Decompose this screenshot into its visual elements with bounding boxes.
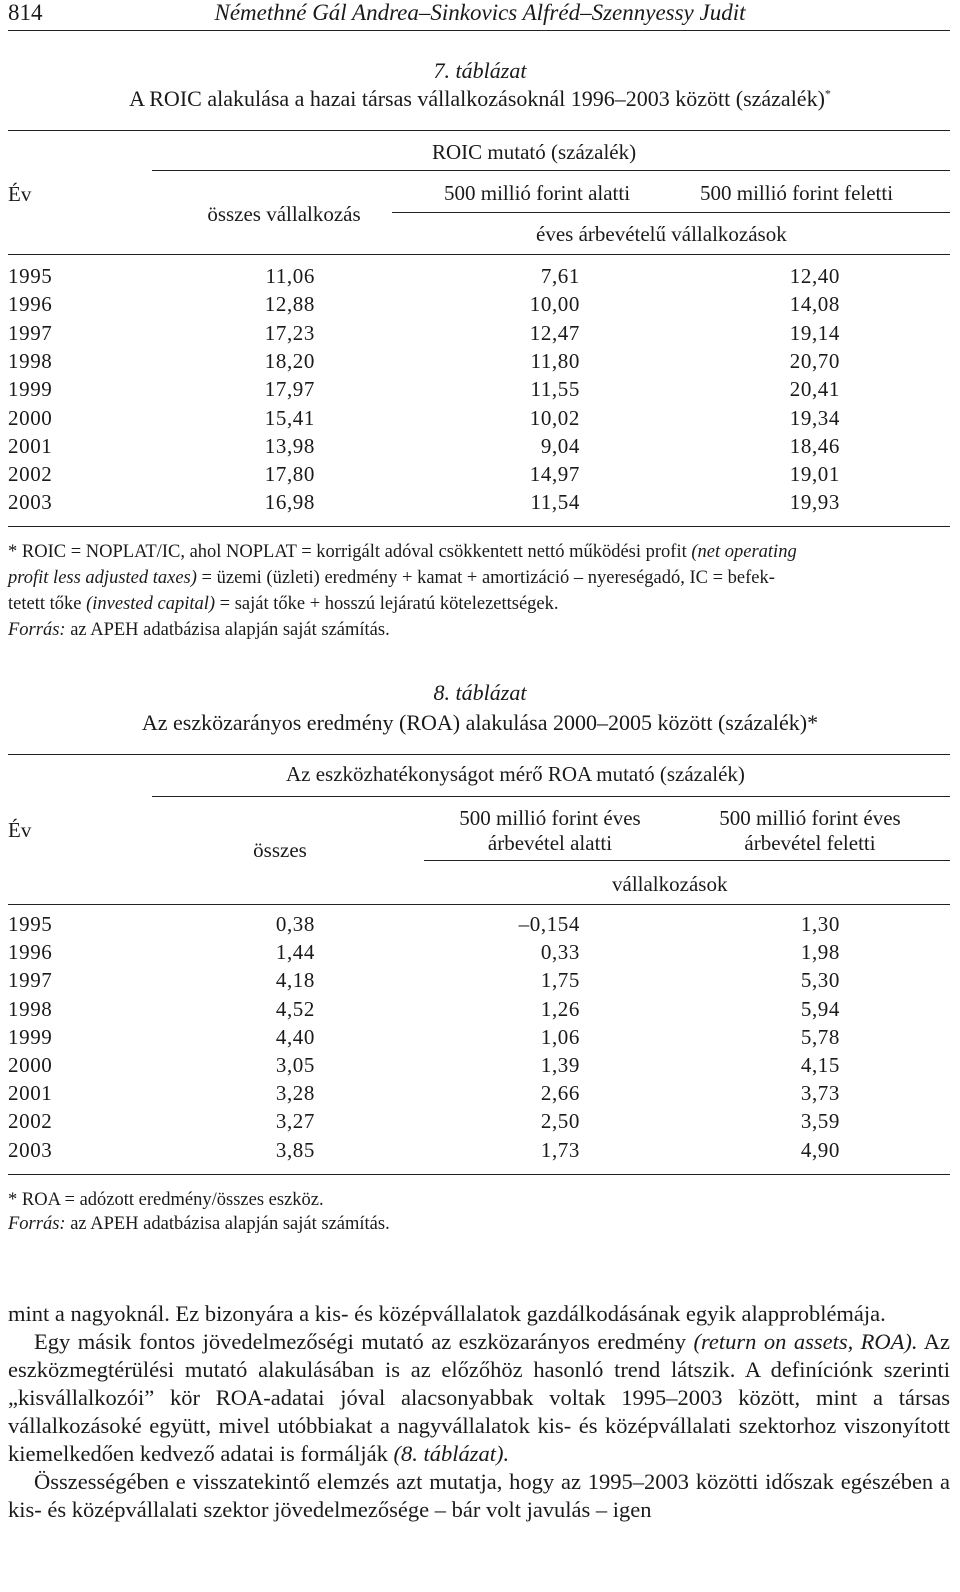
cell-year: 1998 <box>8 348 53 373</box>
cell-all: 1,44 <box>275 940 315 965</box>
cell-over: 5,30 <box>800 968 840 993</box>
table-8-col-year: Év <box>8 818 32 842</box>
p2-c: Az eszközmegtérülési mutató alakulásában is az előzőhöz hasonló trend látszik. A definíciónk szerinti „kisvállalkozói” kör ROA-adatai jóval alacsonyabbak voltak 1995–2003 között, mint a társas vállalkozásoké együtt, mivel utóbbiakat a nagyvállalatok kis- és középvállalati szektorhoz viszonyított kiemelkedően kedvező adatai is formálják <box>8 1329 950 1466</box>
header-rule <box>8 30 950 31</box>
cell-year: 1999 <box>8 377 53 402</box>
cell-under: 9,04 <box>540 433 580 458</box>
paragraph-3: Összességében e visszatekintő elemzés azt mutatja, hogy az 1995–2003 közötti időszak egészében a kis- és középvállalati szektor jövedelmezősége – bár volt javulás – igen <box>8 1469 950 1522</box>
cell-all: 17,23 <box>264 320 315 345</box>
cell-over: 1,98 <box>800 940 840 965</box>
cell-all: 3,85 <box>275 1137 315 1162</box>
cell-year: 1999 <box>8 1024 53 1049</box>
cell-under: 10,02 <box>529 405 580 430</box>
p2-b: (return on assets, ROA). <box>693 1329 918 1354</box>
table-7-title <box>0 86 960 112</box>
table-7-header-rule <box>8 254 950 255</box>
cell-over: 20,70 <box>789 348 840 373</box>
cell-under: 12,47 <box>529 320 580 345</box>
cell-all: 3,27 <box>275 1109 315 1134</box>
table-8-label: 8. táblázat <box>433 680 527 705</box>
table-row <box>0 1025 960 1053</box>
table-row <box>0 406 960 434</box>
fn7-l3a: tetett tőke <box>8 594 87 614</box>
table-7-group-rule <box>152 170 950 171</box>
cell-over: 19,01 <box>789 462 840 487</box>
cell-over: 20,41 <box>789 377 840 402</box>
body-text <box>8 1300 950 1524</box>
cell-over: 1,30 <box>800 912 840 936</box>
cell-under: –0,154 <box>518 912 580 936</box>
cell-over: 19,34 <box>789 405 840 430</box>
fn7-l3c: = saját tőke + hosszú lejáratú kötelezettségek. <box>215 594 559 614</box>
table-8-col-under-1: 500 millió forint éves <box>459 806 641 830</box>
table-7-group-header: ROIC mutató (százalék) <box>432 140 637 164</box>
fn8-source-text: az APEH adatbázisa alapján saját számítás. <box>65 1214 390 1234</box>
table-7-col-year: Év <box>8 182 32 206</box>
cell-under: 10,00 <box>529 292 580 317</box>
cell-over: 19,93 <box>789 490 840 515</box>
table-row <box>0 912 960 940</box>
table-row <box>0 968 960 996</box>
table-7-sub-rule <box>392 212 950 213</box>
cell-over: 3,73 <box>800 1081 840 1106</box>
table-7-col-all: összes vállalkozás <box>207 202 361 226</box>
table-8-top-rule <box>8 754 950 755</box>
cell-under: 11,55 <box>530 377 580 402</box>
table-row <box>0 1138 960 1166</box>
table-row <box>0 997 960 1025</box>
fn7-l1b: (net operating <box>691 542 797 562</box>
table-8-group-rule <box>152 796 950 797</box>
cell-over: 3,59 <box>800 1109 840 1134</box>
cell-under: 2,66 <box>540 1081 580 1106</box>
cell-all: 3,28 <box>275 1081 315 1106</box>
table-8-col-under-2: árbevétel alatti <box>487 831 613 855</box>
cell-year: 2000 <box>8 1053 53 1077</box>
running-title: Némethné Gál Andrea–Sinkovics Alfréd–Szennyessy Judit <box>214 0 746 25</box>
table-7-footnote-line-3 <box>8 594 559 615</box>
cell-year: 2001 <box>8 433 53 458</box>
table-8-sub-rule <box>424 860 950 861</box>
cell-under: 11,80 <box>530 348 580 373</box>
table-8-col-all: összes <box>253 838 307 862</box>
fn7-source-label: Forrás: <box>8 620 66 640</box>
cell-under: 14,97 <box>529 462 580 487</box>
cell-under: 1,75 <box>540 968 580 993</box>
cell-all: 4,18 <box>275 968 315 993</box>
cell-over: 14,08 <box>789 292 840 317</box>
p2-d: (8. táblázat). <box>393 1441 510 1466</box>
cell-all: 12,88 <box>264 292 315 317</box>
table-row <box>0 1081 960 1109</box>
fn8-source-label: Forrás: <box>8 1214 66 1234</box>
table-8-bottom-rule <box>8 1174 950 1175</box>
table-7-title-text: A ROIC alakulása a hazai társas vállalkozásoknál 1996–2003 között (százalék) <box>129 86 825 111</box>
table-row <box>0 1053 960 1081</box>
cell-over: 5,94 <box>800 996 840 1021</box>
cell-under: 1,39 <box>540 1053 580 1077</box>
table-8-col-over-2: árbevétel feletti <box>744 831 876 855</box>
page-number: 814 <box>8 0 43 25</box>
table-row <box>0 1109 960 1137</box>
cell-all: 0,38 <box>275 912 315 936</box>
cell-all: 17,80 <box>264 462 315 487</box>
table-7-title-mark: * <box>824 86 831 101</box>
cell-over: 4,90 <box>800 1137 840 1162</box>
table-8-subgroup: vállalkozások <box>612 872 728 896</box>
cell-all: 3,05 <box>275 1053 315 1077</box>
cell-under: 11,54 <box>530 490 580 515</box>
table-row <box>0 462 960 490</box>
cell-over: 12,40 <box>789 264 840 288</box>
cell-all: 17,97 <box>264 377 315 402</box>
cell-year: 1998 <box>8 996 53 1021</box>
cell-year: 1997 <box>8 968 53 993</box>
cell-over: 19,14 <box>789 320 840 345</box>
cell-all: 15,41 <box>264 405 315 430</box>
table-8-col-over-1: 500 millió forint éves <box>719 806 901 830</box>
cell-all: 16,98 <box>264 490 315 515</box>
cell-year: 2002 <box>8 462 53 487</box>
cell-year: 1995 <box>8 912 53 936</box>
cell-year: 1997 <box>8 320 53 345</box>
cell-all: 18,20 <box>264 348 315 373</box>
table-7-top-rule <box>8 130 950 131</box>
cell-under: 7,61 <box>540 264 580 288</box>
fn7-l2a: profit less adjusted taxes) <box>8 568 197 588</box>
table-8-group-header: Az eszközhatékonyságot mérő ROA mutató (százalék) <box>286 762 745 786</box>
table-row <box>0 292 960 320</box>
table-7-bottom-rule <box>8 526 950 527</box>
cell-all: 11,06 <box>265 264 315 288</box>
table-7-subgroup: éves árbevételű vállalkozások <box>536 222 787 246</box>
cell-year: 1996 <box>8 940 53 965</box>
table-7-col-over: 500 millió forint feletti <box>700 181 894 205</box>
table-8-header-rule <box>8 904 950 905</box>
table-row <box>0 434 960 462</box>
table-row <box>0 349 960 377</box>
cell-year: 1995 <box>8 264 53 288</box>
cell-all: 4,40 <box>275 1024 315 1049</box>
p2-a: Egy másik fontos jövedelmezőségi mutató az eszközarányos eredmény <box>34 1329 694 1354</box>
cell-year: 2001 <box>8 1081 53 1106</box>
cell-over: 18,46 <box>789 433 840 458</box>
table-8-footnote: * ROA = adózott eredmény/összes eszköz. <box>8 1190 324 1210</box>
fn7-l2b: = üzemi (üzleti) eredmény + kamat + amortizáció – nyereségadó, IC = befek- <box>196 568 775 588</box>
cell-year: 2000 <box>8 405 53 430</box>
fn7-l1a: * ROIC = NOPLAT/IC, ahol NOPLAT = korrigált adóval csökkentett nettó működési profit <box>8 542 692 562</box>
table-row <box>0 264 960 292</box>
fn7-l3b: (invested capital) <box>86 594 216 614</box>
cell-under: 1,06 <box>540 1024 580 1049</box>
table-7-source <box>8 620 390 641</box>
cell-year: 2003 <box>8 490 53 515</box>
cell-year: 1996 <box>8 292 53 317</box>
table-row <box>0 940 960 968</box>
table-row <box>0 377 960 405</box>
cell-over: 4,15 <box>800 1053 840 1077</box>
cell-year: 2002 <box>8 1109 53 1134</box>
cell-under: 2,50 <box>540 1109 580 1134</box>
table-8-source <box>8 1214 390 1235</box>
table-row <box>0 490 960 518</box>
cell-under: 0,33 <box>540 940 580 965</box>
cell-under: 1,26 <box>540 996 580 1021</box>
fn7-source-text: az APEH adatbázisa alapján saját számítás. <box>65 620 390 640</box>
table-7-footnote-line-1 <box>8 542 797 563</box>
paragraph-1: mint a nagyoknál. Ez bizonyára a kis- és középvállalatok gazdálkodásának egyik alapproblémája. <box>8 1301 886 1326</box>
cell-all: 4,52 <box>275 996 315 1021</box>
table-7-footnote-line-2 <box>8 568 775 589</box>
table-8-title: Az eszközarányos eredmény (ROA) alakulása 2000–2005 között (százalék)* <box>141 710 819 735</box>
cell-year: 2003 <box>8 1137 53 1162</box>
cell-all: 13,98 <box>264 433 315 458</box>
table-row <box>0 321 960 349</box>
cell-over: 5,78 <box>800 1024 840 1049</box>
table-7-label: 7. táblázat <box>433 58 527 83</box>
paragraph-2 <box>8 1328 950 1468</box>
cell-under: 1,73 <box>540 1137 580 1162</box>
table-7-col-under: 500 millió forint alatti <box>444 181 631 205</box>
